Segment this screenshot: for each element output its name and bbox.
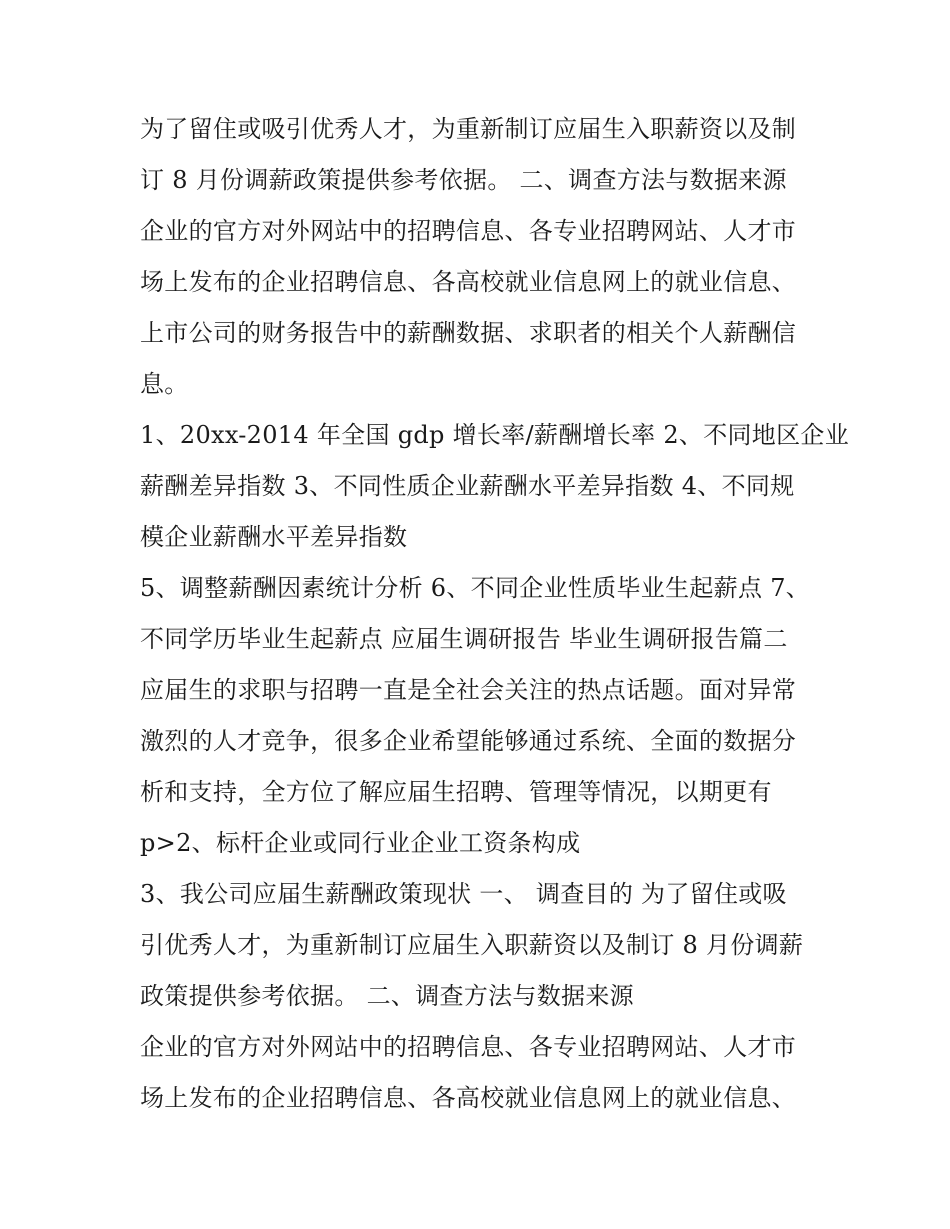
text-line: 不同学历毕业生起薪点 应届生调研报告 毕业生调研报告篇二 xyxy=(140,625,788,653)
text-line: 上市公司的财务报告中的薪酬数据、求职者的相关个人薪酬信 xyxy=(140,319,797,347)
text-line: 引优秀人才，为重新制订应届生入职薪资以及制订 8 月份调薪 xyxy=(140,931,804,959)
text-line: 息。 xyxy=(140,370,189,398)
text-line: 企业的官方对外网站中的招聘信息、各专业招聘网站、人才市 xyxy=(140,1033,797,1061)
text-line: 为了留住或吸引优秀人才，为重新制订应届生入职薪资以及制 xyxy=(140,115,797,143)
text-line: 订 8 月份调薪政策提供参考依据。 二、调查方法与数据来源 xyxy=(140,166,787,194)
text-line: 企业的官方对外网站中的招聘信息、各专业招聘网站、人才市 xyxy=(140,217,797,245)
text-line: 激烈的人才竞争，很多企业希望能够通过系统、全面的数据分 xyxy=(140,727,797,755)
text-line: 政策提供参考依据。 二、调查方法与数据来源 xyxy=(140,982,634,1010)
text-line: 5、调整薪酬因素统计分析 6、不同企业性质毕业生起薪点 7、 xyxy=(140,574,811,602)
text-line: 应届生的求职与招聘一直是全社会关注的热点话题。面对异常 xyxy=(140,676,797,704)
text-line: 场上发布的企业招聘信息、各高校就业信息网上的就业信息、 xyxy=(140,1084,797,1112)
text-line: 薪酬差异指数 3、不同性质企业薪酬水平差异指数 4、不同规 xyxy=(140,472,795,500)
text-line: p>2、标杆企业或同行业企业工资条构成 xyxy=(140,829,581,857)
text-line: 场上发布的企业招聘信息、各高校就业信息网上的就业信息、 xyxy=(140,268,797,296)
text-line: 析和支持，全方位了解应届生招聘、管理等情况，以期更有 xyxy=(140,778,772,806)
document-body xyxy=(140,104,850,1124)
text-line: 模企业薪酬水平差异指数 xyxy=(140,523,408,551)
text-line: 1、20xx-2014 年全国 gdp 增长率/薪酬增长率 2、不同地区企业 xyxy=(140,421,850,449)
text-line: 3、我公司应届生薪酬政策现状 一、 调查目的 为了留住或吸 xyxy=(140,880,787,908)
